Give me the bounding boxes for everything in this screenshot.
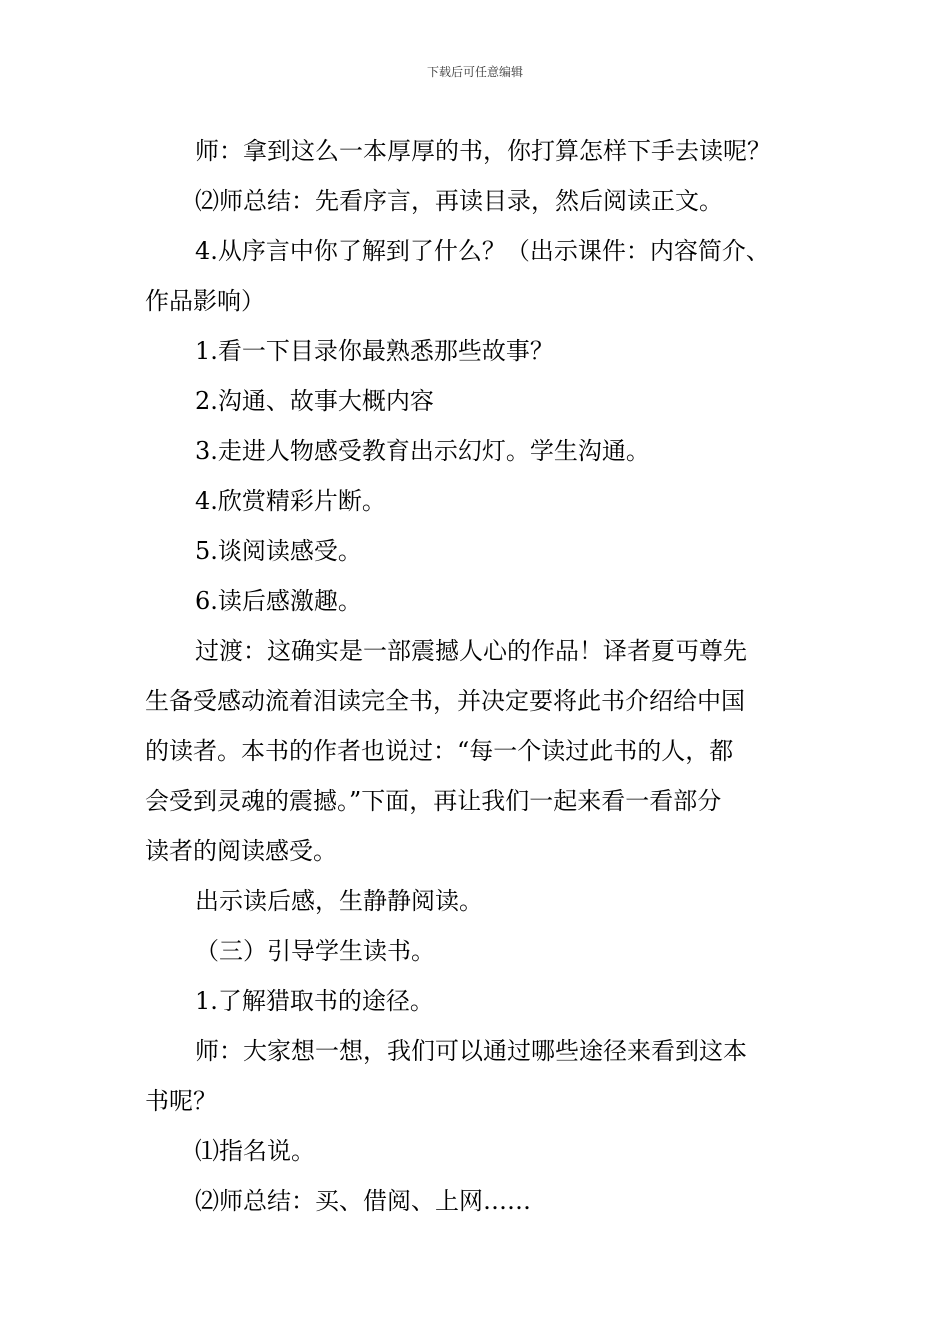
paragraph xyxy=(145,1126,835,1176)
text-line: 出示读后感，生静静阅读。 xyxy=(195,887,483,915)
page-header-note: 下载后可任意编辑 xyxy=(426,65,523,79)
text-line: 1.了解猎取书的途径。 xyxy=(195,987,434,1015)
text-line: 过渡：这确实是一部震撼人心的作品！译者夏丏尊先 xyxy=(195,637,747,665)
text-line: 4.从序言中你了解到了什么？（出示课件：内容简介、 xyxy=(195,237,770,265)
document-body xyxy=(145,126,835,1226)
text-line: 会受到灵魂的震撼。”下面，再让我们一起来看一看部分 xyxy=(145,787,722,815)
text-line: 3.走进人物感受教育出示幻灯。学生沟通。 xyxy=(195,437,650,465)
paragraph xyxy=(145,1176,835,1226)
paragraph xyxy=(145,526,835,576)
text-line: 5.谈阅读感受。 xyxy=(195,537,362,565)
paragraph xyxy=(145,176,835,226)
text-line: 读者的阅读感受。 xyxy=(145,837,337,865)
text-line: ⑵师总结：先看序言，再读目录，然后阅读正文。 xyxy=(195,187,723,215)
text-line: 师：大家想一想，我们可以通过哪些途径来看到这本 xyxy=(195,1037,747,1065)
paragraph xyxy=(145,426,835,476)
text-line: 的读者。本书的作者也说过：“每一个读过此书的人，都 xyxy=(145,737,734,765)
paragraph xyxy=(145,576,835,626)
text-line: 书呢？ xyxy=(145,1087,217,1115)
text-line: （三）引导学生读书。 xyxy=(195,937,435,965)
paragraph xyxy=(145,476,835,526)
text-line: ⑴指名说。 xyxy=(195,1137,315,1165)
text-line: 2.沟通、故事大概内容 xyxy=(195,387,434,415)
text-line: ⑵师总结：买、借阅、上网…… xyxy=(195,1187,531,1215)
paragraph xyxy=(145,876,835,926)
text-line: 生备受感动流着泪读完全书，并决定要将此书介绍给中国 xyxy=(145,687,745,715)
paragraph xyxy=(145,976,835,1026)
paragraph xyxy=(145,226,835,326)
text-line: 作品影响） xyxy=(145,287,265,315)
paragraph xyxy=(145,626,835,876)
paragraph xyxy=(145,926,835,976)
paragraph xyxy=(145,1026,835,1126)
text-line: 师：拿到这么一本厚厚的书，你打算怎样下手去读呢？ xyxy=(195,137,771,165)
text-line: 6.读后感激趣。 xyxy=(195,587,362,615)
paragraph xyxy=(145,326,835,376)
text-line: 1.看一下目录你最熟悉那些故事？ xyxy=(195,337,554,365)
paragraph xyxy=(145,376,835,426)
paragraph xyxy=(145,126,835,176)
text-line: 4.欣赏精彩片断。 xyxy=(195,487,386,515)
